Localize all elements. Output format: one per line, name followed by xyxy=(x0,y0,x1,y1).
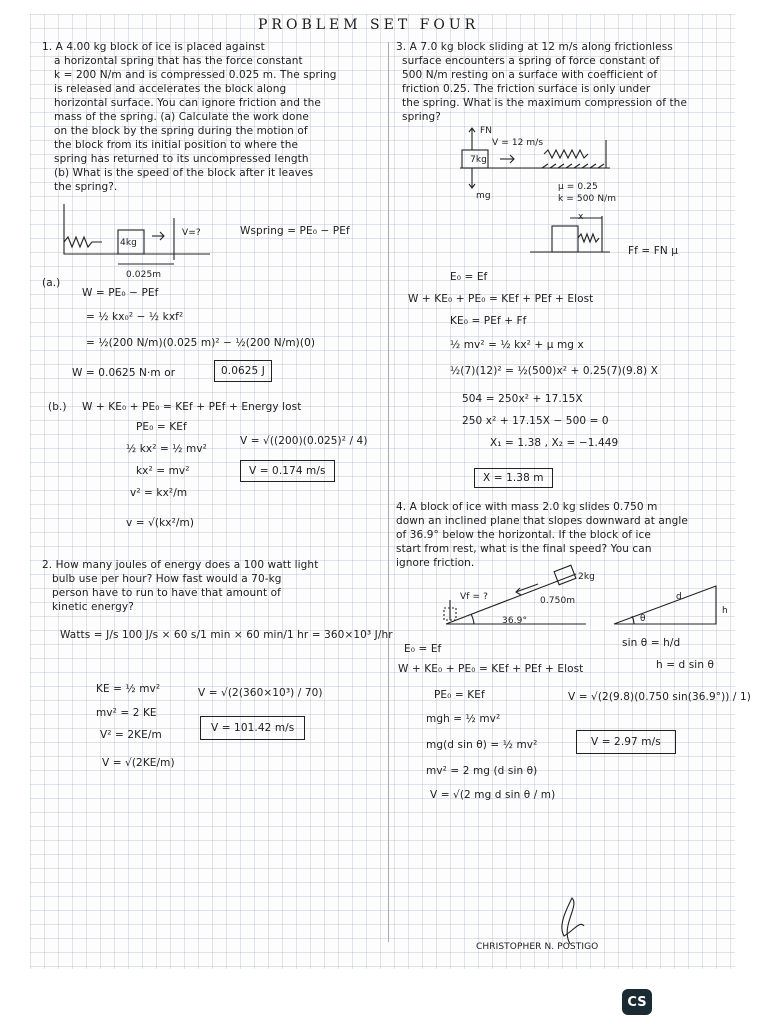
work-line: W + KE₀ + PE₀ = KEf + PEf + Energy lost xyxy=(82,401,302,413)
block-mass-label: 7kg xyxy=(470,155,487,165)
substitution: V = √(2(360×10³) / 70) xyxy=(198,687,323,699)
text-line: down an inclined plane that slopes downward at angle xyxy=(396,515,688,527)
problem-2-answer: V = 101.42 m/s xyxy=(200,716,305,740)
final-velocity-label: Vf = ? xyxy=(460,592,488,602)
text-line: spring? xyxy=(402,111,441,123)
part-a-answer: 0.0625 J xyxy=(214,360,272,382)
weight-label: mg xyxy=(476,191,491,201)
work-line: = ½ kx₀² − ½ kxf² xyxy=(86,311,184,323)
work-line: V = √(2 mg d sin θ / m) xyxy=(430,789,556,801)
work-line: V² = 2KE/m xyxy=(100,729,162,741)
work-line: KE₀ = PEf + Ff xyxy=(450,315,527,327)
incline-distance-label: 0.750m xyxy=(540,596,576,606)
work-line: mgh = ½ mv² xyxy=(426,713,501,725)
text-line: mass of the spring. (a) Calculate the work done xyxy=(54,111,309,123)
text-line: ignore friction. xyxy=(396,557,475,569)
text-line: the block from its initial position to where the xyxy=(54,139,299,151)
text-line: on the block by the spring during the motion of xyxy=(54,125,308,137)
problem-3-answer: X = 1.38 m xyxy=(474,468,553,488)
text-line: 1. A 4.00 kg block of ice is placed against xyxy=(42,41,265,53)
work-line: mg(d sin θ) = ½ mv² xyxy=(426,739,538,751)
work-line: v = √(kx²/m) xyxy=(126,517,195,529)
work-line: = ½(200 N/m)(0.025 m)² − ½(200 N/m)(0) xyxy=(86,337,316,349)
work-line: KE = ½ mv² xyxy=(96,683,161,695)
work-line: ½(7)(12)² = ½(500)x² + 0.25(7)(9.8) X xyxy=(450,365,658,377)
spring-constant-label: k = 500 N/m xyxy=(558,194,617,204)
incline-angle-label: 36.9° xyxy=(502,616,528,626)
text-line: the spring. What is the maximum compression of the xyxy=(402,97,687,109)
text-line: the spring?. xyxy=(54,181,118,193)
block-mass-label: 4kg xyxy=(120,238,137,248)
trig-line: sin θ = h/d xyxy=(622,637,681,649)
page-title: PROBLEM SET FOUR xyxy=(258,17,480,33)
column-divider xyxy=(388,42,389,942)
part-b-label: (b.) xyxy=(48,401,67,413)
work-line: ½ mv² = ½ kx² + μ mg x xyxy=(450,339,584,351)
text-line: friction 0.25. The friction surface is only under xyxy=(402,83,651,95)
hypotenuse-label: d xyxy=(676,592,682,602)
signature-mark xyxy=(550,896,590,946)
substitution: V = √((200)(0.025)² / 4) xyxy=(240,435,368,447)
text-line: spring has returned to its uncompressed length xyxy=(54,153,309,165)
work-line: 504 = 250x² + 17.15X xyxy=(462,393,583,405)
work-line: PE₀ = KEf xyxy=(136,421,187,433)
signature-name: CHRISTOPHER N. POSTIGO xyxy=(476,942,599,952)
text-line: k = 200 N/m and is compressed 0.025 m. The spring xyxy=(54,69,337,81)
text-line: 4. A block of ice with mass 2.0 kg slides 0.750 m xyxy=(396,501,658,513)
part-b-answer: V = 0.174 m/s xyxy=(240,460,335,482)
work-line: W = PE₀ − PEf xyxy=(82,287,159,299)
theta-label: θ xyxy=(640,614,646,624)
text-line: 3. A 7.0 kg block sliding at 12 m/s along frictionless xyxy=(396,41,673,53)
work-line: 250 x² + 17.15X − 500 = 0 xyxy=(462,415,609,427)
text-line: horizontal surface. You can ignore friction and the xyxy=(54,97,321,109)
text-line: of 36.9° below the horizontal. If the block of ice xyxy=(396,529,651,541)
work-line: mv² = 2 KE xyxy=(96,707,157,719)
trig-line: h = d sin θ xyxy=(656,659,715,671)
work-line: E₀ = Ef xyxy=(404,643,442,655)
text-line: bulb use per hour? How fast would a 70-kg xyxy=(52,573,282,585)
work-line: mv² = 2 mg (d sin θ) xyxy=(426,765,538,777)
unit-conversion: Watts = J/s 100 J/s × 60 s/1 min × 60 min/1 hr = 360×10³ J/hr xyxy=(60,629,393,641)
work-line: kx² = mv² xyxy=(136,465,190,477)
work-line: PE₀ = KEf xyxy=(434,689,485,701)
work-line: X₁ = 1.38 , X₂ = −1.449 xyxy=(490,437,619,449)
text-line: 500 N/m resting on a surface with coefficient of xyxy=(402,69,658,81)
substitution: V = √(2(9.8)(0.750 sin(36.9°)) / 1) xyxy=(568,691,751,703)
work-line: W + KE₀ + PE₀ = KEf + PEf + Elost xyxy=(408,293,594,305)
block-mass-label: 2kg xyxy=(578,572,595,582)
camscanner-logo: CS xyxy=(622,989,652,1015)
work-line: W + KE₀ + PE₀ = KEf + PEf + Elost xyxy=(398,663,584,675)
problem-4-answer: V = 2.97 m/s xyxy=(576,730,676,754)
work-line: W = 0.0625 N·m or xyxy=(72,367,176,379)
text-line: (b) What is the speed of the block after it leaves xyxy=(54,167,314,179)
velocity-label: V=? xyxy=(182,228,201,238)
friction-coefficient-label: μ = 0.25 xyxy=(558,182,598,192)
compression-label: x xyxy=(578,212,584,222)
text-line: is released and accelerates the block along xyxy=(54,83,287,95)
work-line: E₀ = Ef xyxy=(450,271,488,283)
normal-force-label: FN xyxy=(480,126,493,136)
friction-force-label: Ff = FN μ xyxy=(628,245,679,257)
text-line: 2. How many joules of energy does a 100 watt light xyxy=(42,559,319,571)
work-formula: Wspring = PE₀ − PEf xyxy=(240,225,350,237)
text-line: person have to run to have that amount of xyxy=(52,587,281,599)
text-line: start from rest, what is the final speed? You can xyxy=(396,543,652,555)
work-line: ½ kx² = ½ mv² xyxy=(126,443,207,455)
distance-label: 0.025m xyxy=(126,270,162,280)
text-line: surface encounters a spring of force constant of xyxy=(402,55,660,67)
text-line: a horizontal spring that has the force constant xyxy=(54,55,303,67)
text-line: kinetic energy? xyxy=(52,601,134,613)
height-label: h xyxy=(722,606,728,616)
notebook-page xyxy=(30,14,751,969)
work-line: V = √(2KE/m) xyxy=(102,757,175,769)
velocity-label: V = 12 m/s xyxy=(492,138,544,148)
work-line: v² = kx²/m xyxy=(130,487,188,499)
part-a-label: (a.) xyxy=(42,277,61,289)
